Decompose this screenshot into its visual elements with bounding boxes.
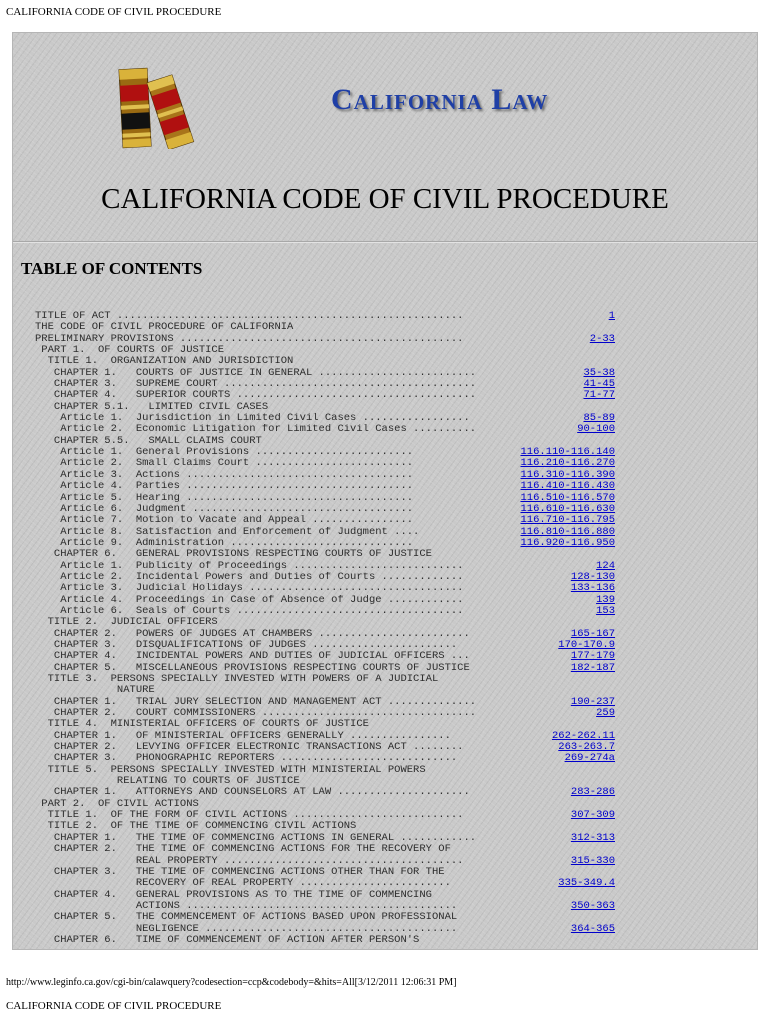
toc-section-link[interactable]: 283-286 — [570, 787, 615, 799]
toc-row — [35, 674, 615, 685]
toc-row — [35, 368, 615, 379]
toc-section-link[interactable]: 116.310-116.390 — [520, 469, 615, 481]
toc-section-link[interactable]: 116.210-116.270 — [520, 458, 615, 470]
toc-row — [35, 856, 615, 867]
table-of-contents — [35, 311, 615, 946]
toc-section-link[interactable]: 116.610-116.630 — [520, 503, 615, 515]
toc-row — [35, 765, 615, 776]
toc-row — [35, 890, 615, 901]
toc-row — [35, 458, 615, 469]
print-footer-url: http://www.leginfo.ca.gov/cgi-bin/calawquery?codesection=ccp&codebody=&hits=All[3/12/2011 12:06:31 PM] — [6, 977, 457, 988]
toc-row — [35, 470, 615, 481]
toc-entry-label: CHAPTER 1. COURTS OF JUSTICE IN GENERAL ......................... — [35, 367, 477, 379]
toc-row — [35, 935, 615, 946]
toc-section-link[interactable]: 307-309 — [570, 810, 615, 822]
toc-row — [35, 606, 615, 617]
toc-row — [35, 345, 615, 356]
toc-entry-label: Article 4. Parties .................................... — [35, 481, 414, 493]
toc-row — [35, 629, 615, 640]
toc-entry-label: NATURE — [35, 685, 155, 697]
toc-row — [35, 640, 615, 651]
toc-entry-label: Article 9. Administration ............................. — [35, 537, 414, 549]
toc-entry-label: Article 1. Publicity of Proceedings ........................... — [35, 560, 464, 572]
toc-entry-label: Article 8. Satisfaction and Enforcement of Judgment .... — [35, 526, 420, 538]
toc-row — [35, 787, 615, 798]
toc-entry-label: RECOVERY OF REAL PROPERTY ........................ — [35, 878, 451, 890]
toc-entry-label: TITLE 5. PERSONS SPECIALLY INVESTED WITH MINISTERIAL POWERS — [35, 764, 426, 776]
toc-entry-label: TITLE OF ACT ....................................................... — [35, 311, 464, 322]
toc-entry-label: CHAPTER 2. THE TIME OF COMMENCING ACTIONS FOR THE RECOVERY OF — [35, 844, 451, 856]
toc-entry-label: CHAPTER 6. TIME OF COMMENCEMENT OF ACTION AFTER PERSON'S — [35, 934, 420, 946]
toc-entry-label: CHAPTER 1. TRIAL JURY SELECTION AND MANAGEMENT ACT .............. — [35, 696, 477, 708]
toc-section-link[interactable]: 153 — [596, 605, 615, 617]
toc-section-link[interactable]: 85-89 — [583, 413, 615, 425]
toc-entry-label: CHAPTER 2. LEVYING OFFICER ELECTRONIC TRANSACTIONS ACT ........ — [35, 742, 464, 754]
toc-section-link[interactable]: 269-274a — [564, 753, 615, 765]
toc-row — [35, 878, 615, 889]
toc-entry-label: CHAPTER 3. SUPREME COURT ........................................ — [35, 379, 477, 391]
toc-entry-label: NEGLIGENCE ........................................ — [35, 923, 458, 935]
toc-row — [35, 697, 615, 708]
toc-row — [35, 436, 615, 447]
toc-section-link[interactable]: 350-363 — [570, 900, 615, 912]
toc-row — [35, 515, 615, 526]
toc-entry-label: REAL PROPERTY ...................................... — [35, 855, 464, 867]
toc-section-link[interactable]: 133-136 — [570, 583, 615, 595]
toc-row — [35, 595, 615, 606]
toc-row — [35, 663, 615, 674]
toc-section-link[interactable]: 116.810-116.880 — [520, 526, 615, 538]
toc-entry-label: Article 6. Judgment ................................... — [35, 503, 414, 515]
toc-row — [35, 493, 615, 504]
toc-section-link[interactable]: 116.920-116.950 — [520, 537, 615, 549]
toc-entry-label: CHAPTER 1. OF MINISTERIAL OFFICERS GENERALLY ................ — [35, 730, 451, 742]
toc-section-link[interactable]: 335-349.4 — [558, 878, 615, 890]
toc-row — [35, 901, 615, 912]
toc-entry-label: RELATING TO COURTS OF JUSTICE — [35, 776, 300, 788]
toc-row — [35, 504, 615, 515]
toc-entry-label: THE CODE OF CIVIL PROCEDURE OF CALIFORNIA — [35, 322, 294, 334]
toc-heading: TABLE OF CONTENTS — [21, 259, 203, 278]
toc-row — [35, 742, 615, 753]
toc-entry-label: CHAPTER 3. DISQUALIFICATIONS OF JUDGES ....................... — [35, 639, 458, 651]
toc-entry-label: TITLE 2. JUDICIAL OFFICERS — [35, 617, 218, 629]
toc-section-link[interactable]: 90-100 — [577, 424, 615, 436]
toc-row — [35, 833, 615, 844]
toc-entry-label: PRELIMINARY PROVISIONS ............................................. — [35, 333, 464, 345]
toc-entry-label: TITLE 3. PERSONS SPECIALLY INVESTED WITH POWERS OF A JUDICIAL — [35, 674, 439, 685]
toc-section-link[interactable]: 139 — [596, 594, 615, 606]
toc-section-link[interactable]: 259 — [596, 708, 615, 720]
toc-section-link[interactable]: 124 — [596, 560, 615, 572]
toc-row — [35, 424, 615, 435]
toc-entry-label: CHAPTER 5. MISCELLANEOUS PROVISIONS RESPECTING COURTS OF JUSTICE — [35, 662, 470, 674]
toc-entry-label: Article 7. Motion to Vacate and Appeal ................ — [35, 515, 414, 527]
toc-row — [35, 311, 615, 322]
toc-entry-label: CHAPTER 3. THE TIME OF COMMENCING ACTIONS OTHER THAN FOR THE — [35, 866, 445, 878]
toc-entry-label: CHAPTER 5.5. SMALL CLAIMS COURT — [35, 435, 262, 447]
toc-section-link[interactable]: 2-33 — [589, 333, 615, 345]
toc-entry-label: Article 5. Hearing .................................... — [35, 492, 414, 504]
toc-entry-label: CHAPTER 4. SUPERIOR COURTS ...................................... — [35, 390, 477, 402]
toc-row — [35, 912, 615, 923]
toc-row — [35, 753, 615, 764]
toc-row — [35, 708, 615, 719]
toc-section-link[interactable]: 312-313 — [570, 832, 615, 844]
toc-row — [35, 583, 615, 594]
toc-entry-label: CHAPTER 4. INCIDENTAL POWERS AND DUTIES OF JUDICIAL OFFICERS ... — [35, 651, 470, 663]
toc-entry-label: Article 2. Incidental Powers and Duties of Courts ............. — [35, 571, 464, 583]
toc-section-link[interactable]: 35-38 — [583, 367, 615, 379]
toc-entry-label: Article 1. Jurisdiction in Limited Civil Cases ................. — [35, 413, 470, 425]
toc-section-link[interactable]: 116.110-116.140 — [520, 447, 615, 459]
toc-section-link[interactable]: 116.510-116.570 — [520, 492, 615, 504]
toc-entry-label: Article 1. General Provisions ......................... — [35, 447, 414, 459]
toc-entry-label: Article 3. Actions .................................... — [35, 469, 414, 481]
toc-section-link[interactable]: 116.410-116.430 — [520, 481, 615, 493]
toc-row — [35, 527, 615, 538]
toc-entry-label: TITLE 2. OF THE TIME OF COMMENCING CIVIL ACTIONS — [35, 821, 357, 833]
toc-section-link[interactable]: 170-170.9 — [558, 639, 615, 651]
law-books-icon — [109, 63, 201, 149]
toc-row — [35, 538, 615, 549]
toc-entry-label: Article 4. Proceedings in Case of Absence of Judge ............ — [35, 594, 464, 606]
toc-entry-label: TITLE 4. MINISTERIAL OFFICERS OF COURTS OF JUSTICE — [35, 719, 369, 731]
toc-entry-label: CHAPTER 6. GENERAL PROVISIONS RESPECTING COURTS OF JUSTICE — [35, 549, 432, 561]
toc-row — [35, 617, 615, 628]
toc-entry-label: CHAPTER 5. THE COMMENCEMENT OF ACTIONS BASED UPON PROFESSIONAL — [35, 912, 458, 924]
toc-row — [35, 651, 615, 662]
toc-section-link[interactable]: 262-262.11 — [551, 730, 615, 742]
toc-row — [35, 447, 615, 458]
toc-row — [35, 549, 615, 560]
toc-row — [35, 810, 615, 821]
toc-row — [35, 481, 615, 492]
toc-section-link[interactable]: 1 — [608, 311, 615, 322]
toc-section-link[interactable]: 116.710-116.795 — [520, 515, 615, 527]
toc-row — [35, 572, 615, 583]
toc-entry-label: CHAPTER 1. THE TIME OF COMMENCING ACTIONS IN GENERAL ............ — [35, 832, 477, 844]
toc-row — [35, 334, 615, 345]
toc-entry-label: CHAPTER 4. GENERAL PROVISIONS AS TO THE TIME OF COMMENCING — [35, 889, 432, 901]
toc-row — [35, 821, 615, 832]
toc-section-link[interactable]: 71-77 — [583, 390, 615, 402]
toc-row — [35, 413, 615, 424]
toc-entry-label: TITLE 1. ORGANIZATION AND JURISDICTION — [35, 356, 294, 368]
toc-entry-label: CHAPTER 5.1. LIMITED CIVIL CASES — [35, 401, 269, 413]
print-header-title: CALIFORNIA CODE OF CIVIL PROCEDURE — [6, 6, 222, 18]
toc-row — [35, 867, 615, 878]
toc-entry-label: CHAPTER 2. POWERS OF JUDGES AT CHAMBERS ........................ — [35, 628, 470, 640]
toc-section-link[interactable]: 315-330 — [570, 855, 615, 867]
toc-row — [35, 799, 615, 810]
toc-entry-label: ACTIONS ........................................... — [35, 900, 458, 912]
toc-section-link[interactable]: 190-237 — [570, 696, 615, 708]
toc-entry-label: CHAPTER 2. COURT COMMISSIONERS .................................. — [35, 708, 477, 720]
toc-section-link[interactable]: 177-179 — [570, 651, 615, 663]
toc-entry-label: PART 1. OF COURTS OF JUSTICE — [35, 345, 225, 357]
toc-section-link[interactable]: 364-365 — [570, 923, 615, 935]
toc-section-link[interactable]: 263-263.7 — [558, 742, 615, 754]
toc-row — [35, 844, 615, 855]
page-title: CALIFORNIA CODE OF CIVIL PROCEDURE — [101, 183, 669, 215]
toc-row — [35, 561, 615, 572]
print-footer-title: CALIFORNIA CODE OF CIVIL PROCEDURE — [6, 1000, 222, 1012]
toc-row — [35, 322, 615, 333]
toc-row — [35, 356, 615, 367]
toc-row — [35, 390, 615, 401]
toc-entry-label: CHAPTER 1. ATTORNEYS AND COUNSELORS AT LAW ..................... — [35, 787, 470, 799]
toc-section-link[interactable]: 128-130 — [570, 571, 615, 583]
toc-section-link[interactable]: 182-187 — [570, 662, 615, 674]
toc-entry-label: PART 2. OF CIVIL ACTIONS — [35, 798, 199, 810]
toc-entry-label: TITLE 1. OF THE FORM OF CIVIL ACTIONS ........................... — [35, 810, 464, 822]
toc-entry-label: Article 2. Small Claims Court ......................... — [35, 458, 414, 470]
brand-logo-text: California Law — [331, 83, 549, 116]
toc-row — [35, 731, 615, 742]
toc-entry-label: Article 6. Seals of Courts .................................... — [35, 605, 464, 617]
toc-row — [35, 776, 615, 787]
toc-row — [35, 379, 615, 390]
toc-section-link[interactable]: 41-45 — [583, 379, 615, 391]
document-page — [12, 32, 758, 950]
toc-row — [35, 402, 615, 413]
toc-row — [35, 685, 615, 696]
toc-entry-label: CHAPTER 3. PHONOGRAPHIC REPORTERS ............................ — [35, 753, 458, 765]
toc-row — [35, 924, 615, 935]
toc-entry-label: Article 3. Judicial Holidays .................................. — [35, 583, 464, 595]
divider — [13, 241, 757, 243]
toc-entry-label: Article 2. Economic Litigation for Limited Civil Cases .......... — [35, 424, 477, 436]
toc-row — [35, 719, 615, 730]
toc-section-link[interactable]: 165-167 — [570, 628, 615, 640]
